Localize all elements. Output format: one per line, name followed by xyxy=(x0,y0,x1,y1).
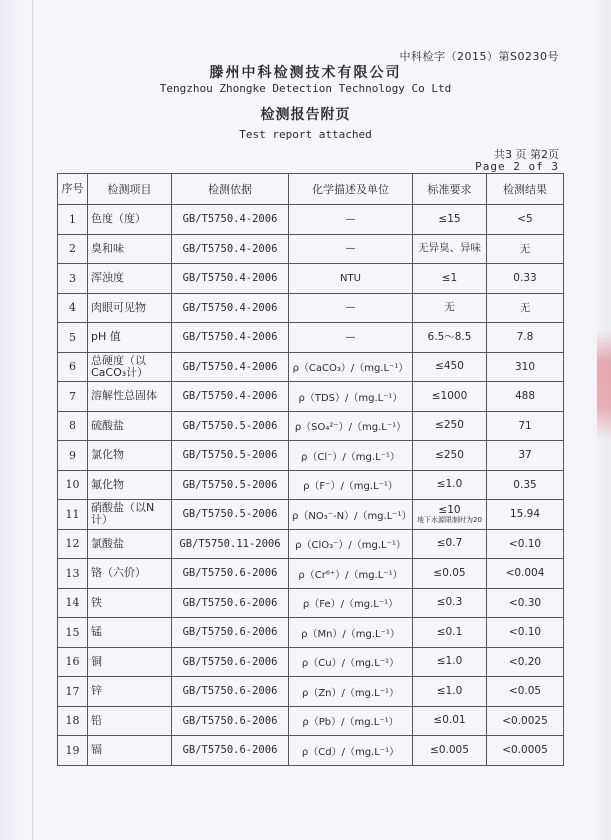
report-number: 中科检字（2015）第S0230号 xyxy=(399,50,559,63)
table-row xyxy=(58,441,564,471)
row-unit: ρ（Zn）/（mg.L⁻¹） xyxy=(289,677,413,707)
row-standard: ≤0.3 xyxy=(413,588,487,618)
row-result: 71 xyxy=(487,411,564,441)
row-result: 7.8 xyxy=(487,323,564,353)
table-row xyxy=(58,352,564,382)
row-result: 15.94 xyxy=(487,500,564,530)
page-count-cn: 共3 页 第2页 xyxy=(494,148,559,161)
row-unit: ρ（TDS）/（mg.L⁻¹） xyxy=(289,382,413,412)
row-item: 氯酸盐 xyxy=(88,529,172,559)
row-result: <5 xyxy=(487,205,564,235)
header-unit: 化学描述及单位 xyxy=(289,174,413,205)
row-unit: ρ（ClO₃⁻）/（mg.L⁻¹） xyxy=(289,529,413,559)
table-row xyxy=(58,588,564,618)
row-method: GB/T5750.6-2006 xyxy=(172,677,289,707)
row-unit: ρ（Cd）/（mg.L⁻¹） xyxy=(289,736,413,766)
row-seq: 3 xyxy=(58,264,88,294)
row-method: GB/T5750.4-2006 xyxy=(172,293,289,323)
row-method: GB/T5750.5-2006 xyxy=(172,411,289,441)
row-item: 铜 xyxy=(88,647,172,677)
row-result: 0.33 xyxy=(487,264,564,294)
row-item: 铅 xyxy=(88,706,172,736)
row-standard: ≤1.0 xyxy=(413,647,487,677)
header-seq: 序号 xyxy=(58,174,88,205)
row-seq: 11 xyxy=(58,500,88,530)
standard-value: ≤10 xyxy=(438,503,461,516)
row-result: <0.0025 xyxy=(487,706,564,736)
table-header-row xyxy=(58,174,564,205)
row-unit: — xyxy=(289,323,413,353)
row-unit: ρ（F⁻）/（mg.L⁻¹） xyxy=(289,470,413,500)
row-unit: ρ（Cr⁶⁺）/（mg.L⁻¹） xyxy=(289,559,413,589)
row-unit: ρ（Fe）/（mg.L⁻¹） xyxy=(289,588,413,618)
row-result: 488 xyxy=(487,382,564,412)
row-item: 锰 xyxy=(88,618,172,648)
results-table xyxy=(57,173,564,766)
row-item: 总硬度（以CaCO₃计） xyxy=(88,352,172,382)
row-seq: 19 xyxy=(58,736,88,766)
row-standard: ≤0.01 xyxy=(413,706,487,736)
row-seq: 13 xyxy=(58,559,88,589)
row-item: 臭和味 xyxy=(88,234,172,264)
row-result: <0.20 xyxy=(487,647,564,677)
table-row xyxy=(58,470,564,500)
table-row xyxy=(58,234,564,264)
table-row xyxy=(58,382,564,412)
row-item: 铬（六价） xyxy=(88,559,172,589)
row-standard: 6.5～8.5 xyxy=(413,323,487,353)
row-standard: ≤1000 xyxy=(413,382,487,412)
table-row xyxy=(58,411,564,441)
row-unit: ρ（CaCO₃）/（mg.L⁻¹） xyxy=(289,352,413,382)
row-item: 铁 xyxy=(88,588,172,618)
table-row xyxy=(58,264,564,294)
row-method: GB/T5750.6-2006 xyxy=(172,706,289,736)
row-seq: 7 xyxy=(58,382,88,412)
row-method: GB/T5750.5-2006 xyxy=(172,441,289,471)
row-seq: 8 xyxy=(58,411,88,441)
row-unit: — xyxy=(289,234,413,264)
row-unit: ρ（Cl⁻）/（mg.L⁻¹） xyxy=(289,441,413,471)
table-row xyxy=(58,736,564,766)
row-method: GB/T5750.6-2006 xyxy=(172,559,289,589)
row-result: <0.10 xyxy=(487,618,564,648)
row-unit: ρ（Pb）/（mg.L⁻¹） xyxy=(289,706,413,736)
row-seq: 17 xyxy=(58,677,88,707)
row-standard: ≤1.0 xyxy=(413,470,487,500)
row-item: 氟化物 xyxy=(88,470,172,500)
header-standard: 标准要求 xyxy=(413,174,487,205)
row-standard: ≤0.1 xyxy=(413,618,487,648)
row-result: <0.10 xyxy=(487,529,564,559)
row-item: 氯化物 xyxy=(88,441,172,471)
row-result: <0.004 xyxy=(487,559,564,589)
row-item: pH 值 xyxy=(88,323,172,353)
row-seq: 6 xyxy=(58,352,88,382)
standard-note: 地下水源限制时为20 xyxy=(417,515,482,524)
row-seq: 15 xyxy=(58,618,88,648)
row-standard: ≤0.7 xyxy=(413,529,487,559)
row-seq: 1 xyxy=(58,205,88,235)
row-method: GB/T5750.6-2006 xyxy=(172,618,289,648)
row-method: GB/T5750.4-2006 xyxy=(172,323,289,353)
row-method: GB/T5750.4-2006 xyxy=(172,352,289,382)
row-method: GB/T5750.4-2006 xyxy=(172,264,289,294)
table-row xyxy=(58,323,564,353)
row-method: GB/T5750.6-2006 xyxy=(172,647,289,677)
row-result: <0.30 xyxy=(487,588,564,618)
row-method: GB/T5750.5-2006 xyxy=(172,500,289,530)
row-unit: ρ（SO₄²⁻）/（mg.L⁻¹） xyxy=(289,411,413,441)
page-count-en: Page 2 of 3 xyxy=(475,160,559,173)
row-seq: 10 xyxy=(58,470,88,500)
row-seq: 18 xyxy=(58,706,88,736)
row-standard: ≤250 xyxy=(413,441,487,471)
row-seq: 9 xyxy=(58,441,88,471)
row-method: GB/T5750.4-2006 xyxy=(172,382,289,412)
page-title-cn: 检测报告附页 xyxy=(260,107,351,123)
row-item: 肉眼可见物 xyxy=(88,293,172,323)
row-standard: 无异臭、异味 xyxy=(413,234,487,264)
table-row xyxy=(58,677,564,707)
row-result: <0.05 xyxy=(487,677,564,707)
row-result: <0.0005 xyxy=(487,736,564,766)
row-item: 硝酸盐（以N计） xyxy=(88,500,172,530)
row-standard: ≤1 xyxy=(413,264,487,294)
row-unit: ρ（NO₃⁻-N）/（mg.L⁻¹） xyxy=(289,500,413,530)
row-seq: 14 xyxy=(58,588,88,618)
header-item: 检测项目 xyxy=(88,174,172,205)
row-method: GB/T5750.5-2006 xyxy=(172,470,289,500)
row-standard: ≤0.005 xyxy=(413,736,487,766)
row-seq: 2 xyxy=(58,234,88,264)
row-item: 浑浊度 xyxy=(88,264,172,294)
table-row xyxy=(58,559,564,589)
row-seq: 4 xyxy=(58,293,88,323)
row-result: 0.35 xyxy=(487,470,564,500)
table-row xyxy=(58,500,564,530)
row-result: 无 xyxy=(487,293,564,323)
row-unit: — xyxy=(289,205,413,235)
row-unit: ρ（Cu）/（mg.L⁻¹） xyxy=(289,647,413,677)
row-item: 色度（度） xyxy=(88,205,172,235)
row-unit: ρ（Mn）/（mg.L⁻¹） xyxy=(289,618,413,648)
row-standard: ≤1.0 xyxy=(413,677,487,707)
row-seq: 16 xyxy=(58,647,88,677)
row-method: GB/T5750.4-2006 xyxy=(172,234,289,264)
row-item: 锌 xyxy=(88,677,172,707)
row-seq: 12 xyxy=(58,529,88,559)
company-name-en: Tengzhou Zhongke Detection Technology Co Ltd xyxy=(159,82,452,95)
row-standard xyxy=(413,500,487,530)
page-title-en: Test report attached xyxy=(239,128,372,141)
binding-edge-line xyxy=(32,0,33,840)
row-unit: NTU xyxy=(289,264,413,294)
row-unit: — xyxy=(289,293,413,323)
table-row xyxy=(58,647,564,677)
row-method: GB/T5750.6-2006 xyxy=(172,736,289,766)
row-standard: ≤450 xyxy=(413,352,487,382)
row-method: GB/T5750.4-2006 xyxy=(172,205,289,235)
row-method: GB/T5750.11-2006 xyxy=(172,529,289,559)
table-row xyxy=(58,529,564,559)
row-item: 镉 xyxy=(88,736,172,766)
company-name-cn: 滕州中科检测技术有限公司 xyxy=(209,65,402,81)
row-standard: 无 xyxy=(413,293,487,323)
table-body xyxy=(58,205,564,766)
row-item: 硫酸盐 xyxy=(88,411,172,441)
seal-stamp-edge xyxy=(597,330,611,440)
row-result: 310 xyxy=(487,352,564,382)
row-standard: ≤0.05 xyxy=(413,559,487,589)
table-row xyxy=(58,618,564,648)
row-standard: ≤15 xyxy=(413,205,487,235)
row-item: 溶解性总固体 xyxy=(88,382,172,412)
row-seq: 5 xyxy=(58,323,88,353)
table-row xyxy=(58,205,564,235)
row-result: 37 xyxy=(487,441,564,471)
header-result: 检测结果 xyxy=(487,174,564,205)
table-row xyxy=(58,706,564,736)
table-row xyxy=(58,293,564,323)
row-standard: ≤250 xyxy=(413,411,487,441)
row-result: 无 xyxy=(487,234,564,264)
row-method: GB/T5750.6-2006 xyxy=(172,588,289,618)
header-method: 检测依据 xyxy=(172,174,289,205)
